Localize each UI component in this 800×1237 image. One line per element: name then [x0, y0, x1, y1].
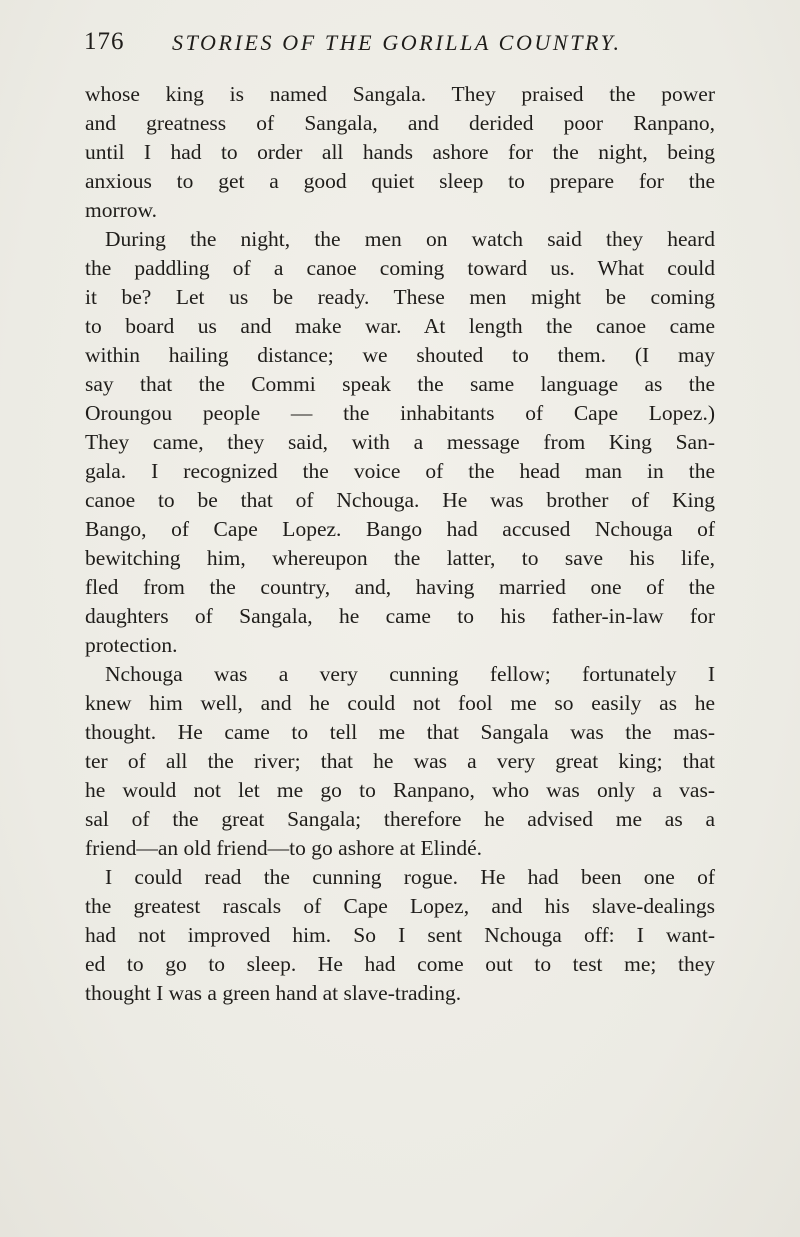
text-line: it be? Let us be ready. These men might be coming: [85, 285, 715, 309]
text-line: morrow.: [85, 198, 158, 222]
running-title: STORIES OF THE GORILLA COUNTRY.: [172, 30, 622, 55]
running-head: [84, 28, 724, 62]
text-line: until I had to order all hands ashore for the night, being: [85, 140, 715, 164]
text-line: fled from the country, and, having married one of the: [85, 575, 715, 599]
text-line: ed to go to sleep. He had come out to test me; they: [85, 952, 715, 976]
text-line: bewitching him, whereupon the latter, to save his life,: [85, 546, 715, 570]
paragraph-start: I could read the cunning rogue. He had been one of: [105, 865, 715, 889]
text-line: the paddling of a canoe coming toward us. What could: [85, 256, 715, 280]
page-number: 176: [84, 28, 125, 55]
text-line: ter of all the river; that he was a very great king; that: [85, 749, 715, 773]
text-line: he would not let me go to Ranpano, who was only a vas-: [85, 778, 715, 802]
text-line: anxious to get a good quiet sleep to prepare for the: [85, 169, 715, 193]
text-line: Bango, of Cape Lopez. Bango had accused Nchouga of: [85, 517, 715, 541]
paragraph-start: Nchouga was a very cunning fellow; fortunately I: [105, 662, 715, 686]
text-line: They came, they said, with a message from King San-: [85, 430, 715, 454]
text-line: the greatest rascals of Cape Lopez, and his slave-dealings: [85, 894, 715, 918]
text-line: canoe to be that of Nchouga. He was brother of King: [85, 488, 715, 512]
text-line: protection.: [85, 633, 178, 657]
text-line: Oroungou people — the inhabitants of Cape Lopez.): [85, 401, 715, 425]
text-line: had not improved him. So I sent Nchouga off: I want-: [85, 923, 715, 947]
text-line: and greatness of Sangala, and derided poor Ranpano,: [85, 111, 715, 135]
body-text: [85, 80, 715, 1008]
text-line: whose king is named Sangala. They praised the power: [85, 82, 715, 106]
text-line: thought. He came to tell me that Sangala was the mas-: [85, 720, 715, 744]
text-line: sal of the great Sangala; therefore he advised me as a: [85, 807, 715, 831]
text-line: friend—an old friend—to go ashore at Elindé.: [85, 836, 483, 860]
text-line: knew him well, and he could not fool me so easily as he: [85, 691, 715, 715]
text-line: thought I was a green hand at slave-trading.: [85, 981, 462, 1005]
text-line: to board us and make war. At length the canoe came: [85, 314, 715, 338]
text-line: within hailing distance; we shouted to them. (I may: [85, 343, 715, 367]
text-line: say that the Commi speak the same language as the: [85, 372, 715, 396]
text-line: gala. I recognized the voice of the head man in the: [85, 459, 715, 483]
text-line: daughters of Sangala, he came to his father-in-law for: [85, 604, 715, 628]
paragraph-start: During the night, the men on watch said they heard: [105, 227, 715, 251]
